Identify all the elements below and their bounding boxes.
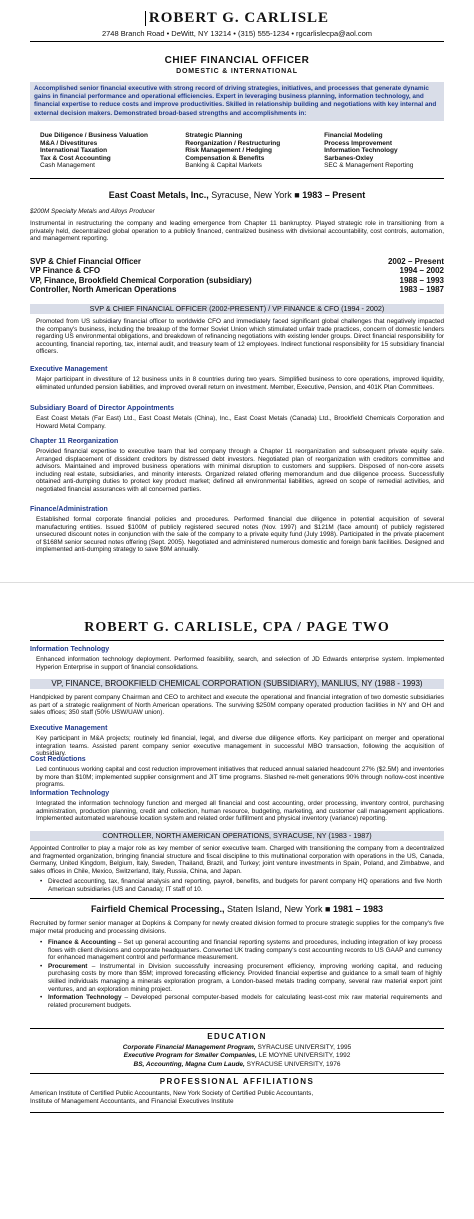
section-heading: Chapter 11 Reorganization [30, 438, 119, 445]
bullet-item [42, 939, 442, 962]
skills-column-2 [185, 132, 314, 170]
section-heading: Executive Management [30, 366, 108, 373]
role-dates: 2002 – Present [387, 257, 444, 266]
employer-dates: 1983 – Present [302, 190, 366, 200]
summary-box: Accomplished senior financial executive with strong record of driving strategies, initiatives, and processes that generate dynamic gains in financial performance and operational efficiencies. Expert in leveraging business planning, information technology, and financial expertise to reduce costs and improve productivities. Skilled in relationship building and negotiations with key internal and external decision makers. Demonstrated broad-based strengths and accomplishments in: [30, 82, 444, 121]
resume-page-two [0, 610, 474, 1219]
education-entry [0, 1052, 474, 1060]
role-dates: 1988 – 1993 [399, 275, 444, 285]
skill-item: Banking & Capital Markets [185, 162, 262, 170]
role-dates: 1994 – 2002 [399, 266, 444, 276]
section-text: Key participant in M&A projects; routinely led financial, legal, and diverse due diligence efforts. Key participant on merger and operational integration teams. Assisted parent company senior executive management in successful MBO transaction, following the acquisition of subsidiary. [36, 735, 444, 758]
role-row [30, 266, 444, 275]
skills-column-3 [324, 132, 440, 170]
page-two-header: ROBERT G. CARLISLE, CPA / PAGE TWO [84, 620, 390, 635]
skill-item: International Taxation [40, 147, 108, 155]
bullet-lead: Finance & Accounting [48, 939, 116, 946]
role-row [30, 285, 444, 294]
resume-page-one [0, 0, 474, 582]
section-heading: Information Technology [30, 790, 110, 797]
role-band-intro: Promoted from US subsidiary financial officer to worldwide CFO and immediately faced significant global challenges that negatively impacted the company's business, including the breakup of the former Soviet Union which stimulated unfair trade practices, concern of domestic lenders regarding US environmental obligations, and breakdown of refinancing negotiations with existing lender groups. Direct financial responsibility for accounting, financial reporting, tax, internal audit, and treasury team of 12 employees. Indirect functional responsibility for 15 subsidiary financial officers. [36, 318, 444, 356]
section-rule [30, 898, 444, 899]
section-rule [30, 1073, 444, 1074]
employer-name: East Coast Metals, Inc., [108, 190, 209, 200]
skill-item: Risk Management / Hedging [185, 147, 272, 155]
role-band-heading: VP, FINANCE, BROOKFIELD CHEMICAL CORPORATION (SUBSIDIARY), MANLIUS, NY (1988 - 1993) [30, 679, 444, 689]
section-heading: Cost Reductions [30, 756, 86, 763]
section-text: Led continuous working capital and cost reduction improvement initiatives that reduced annual salaried headcount 27% ($2.5M) and inventories by more than $10M; implemented supplier consignment and JIT time programs. Slashed re-melt generations 90% through no/low-cost incentive programs. [36, 766, 444, 789]
role-band-heading: CONTROLLER, NORTH AMERICAN OPERATIONS, SYRACUSE, NY (1983 - 1987) [30, 831, 444, 841]
skill-item: Strategic Planning [185, 132, 243, 139]
role-band-heading: SVP & CHIEF FINANCIAL OFFICER (2002-PRESENT) / VP FINANCE & CFO (1994 - 2002) [30, 304, 444, 314]
employer-intro: Recruited by former senior manager at Dopkins & Company for newly created division formed to procure strategic supplies for the company's five major metal producing and processing divisions. [30, 920, 444, 935]
skill-item: Process Improvement [324, 139, 392, 147]
employer-location: Staten Island, New York ■ [224, 904, 333, 914]
education-list [0, 1044, 474, 1069]
candidate-name-header [0, 10, 474, 27]
section-heading: Subsidiary Board of Director Appointments [30, 405, 175, 412]
job-bullets [42, 939, 442, 1010]
bullet-lead: Procurement [48, 962, 88, 970]
skills-column-1 [40, 132, 175, 170]
employer-dates: 1981 – 1983 [332, 904, 384, 914]
section-heading: Finance/Administration [30, 506, 108, 513]
section-heading: Information Technology [30, 646, 110, 653]
section-rule [30, 178, 444, 179]
employer-line [0, 904, 474, 914]
degree: Executive Program for Smaller Companies, [123, 1052, 257, 1060]
section-text: Provided financial expertise to executive team that led company through a Chapter 11 reorganization and subsequent private equity sale. Arranged displacement of dissident creditors by distressed debt investors. Negotiated plan of reorganization with creditors committee and advisors. Maintained and improved business operations with minimal disruption to customers and suppliers. Disposed of non-core assets including real estate, subsidiaries, and minority interests. Organized related offering memorandum and due diligence process. Successfully obtained anti-dumping duties to protect key product market; defined all environmental liabilities, agreed on scope of remedial activities, and negotiated financial assurances with all concerned parties. [36, 448, 444, 493]
name-bar-decoration [145, 11, 146, 26]
skill-item: Tax & Cost Accounting [40, 154, 111, 162]
skill-item: Cash Management [40, 162, 95, 170]
candidate-name: ROBERT G. CARLISLE [148, 10, 330, 26]
bullet-text: – Set up general accounting and financial reporting systems and procedures, including integration of key process flows with client divisions and corporate headquarters. Converted UK trading company's cost accounting records to US GAAP and currency for enhanced management control and performance measurement. [48, 939, 442, 962]
affiliations-list [30, 1090, 444, 1106]
role-bullets [42, 878, 442, 894]
education-entry [0, 1044, 474, 1052]
role-band-intro: Handpicked by parent company Chairman and CEO to architect and execute the operational and financial integration of two domestic subsidiaries as part of a strategic realignment of North American operations. The surviving $250M company operated production facilities in NY and OH and sales offices; 350 staff (50% USW/UAW union). [30, 694, 444, 717]
role-row [30, 276, 444, 285]
affiliation-line: Institute of Management Accountants, and Financial Executives Institute [30, 1098, 234, 1106]
bullet-item [42, 963, 442, 993]
role-title: Controller, North American Operations [30, 285, 177, 295]
employer-intro: Instrumental in restructuring the company and leading emergence from Chapter 11 bankruptcy. Played strategic role in transitioning from a privately held, decentralized global operation to a publicly financed, centralized business with divisional accountability, cost controls, automation, and management reporting. [30, 220, 444, 243]
section-text: Integrated the information technology function and merged all financial and cost accounting, order processing, inventory control, purchasing administration, production planning, credit and collection, human resource, budgeting, marketing, and customer call management applications. Implemented automated warehouse location system and related order fulfillment and physical inventory (variance) reporting. [36, 800, 444, 823]
footer-rule [30, 1112, 444, 1113]
skill-item: M&A / Divestitures [40, 139, 98, 147]
bullet-text: – Developed personal computer-based models for calculating least-cost mix raw material requirements and related procurement budgets. [48, 994, 442, 1009]
skill-item: Due Diligence / Business Valuation [40, 132, 149, 139]
skills-grid [40, 132, 440, 170]
page-break [0, 582, 474, 612]
bullet-item [42, 994, 442, 1009]
section-text: Established formal corporate financial policies and procedures. Performed financial due diligence in potential acquisition of several manufacturing entities. Issued $100M of publicly registered secured notes (Nov. 1997) and $121M (face amount) of publicly registered unsecured discount notes in conjunction with the sale of the company to a private equity fund (July 1998). Participated in the private placement of $168M senior secured notes offering (Sept. 2005). Negotiated and administered numerous domestic and foreign bank facilities. Designed and implemented anti-dumping strategy to save $9M annually. [36, 516, 444, 554]
section-text: Enhanced information technology deployment. Performed feasibility, search, and selection of JD Edwards enterprise system. Implemented Hyperion Enterprise in support of financial consolidations. [36, 656, 444, 671]
school: SYRACUSE UNIVERSITY, 1976 [244, 1060, 341, 1068]
section-text: Major participant in divestiture of 12 business units in 8 countries during two years. Simplified business to core operations, improved liquidity, eliminated unfunded pension liabilities, and improved overall return on investment. Member, Executive, Pension, and 401K Plan Committees. [36, 376, 444, 391]
header-rule [30, 640, 444, 641]
employer-name: Fairfield Chemical Processing., [90, 904, 225, 914]
affiliation-line: American Institute of Certified Public Accountants, New York Society of Certified Public Accountants, [30, 1090, 314, 1097]
employer-tagline: $200M Specialty Metals and Alloys Producer [30, 208, 155, 215]
header-rule [30, 41, 444, 42]
skill-item: Information Technology [324, 147, 398, 155]
skill-item: Compensation & Benefits [185, 154, 265, 162]
skill-item: Sarbanes-Oxley [324, 154, 374, 162]
bullet-item: • Directed accounting, tax, financial analysis and reporting, payroll, benefits, and budgets for parent company HQ operations and five North American subsidiaries (US and Canada); IT staff of 10. [42, 878, 442, 893]
bullet-lead: Information Technology [48, 994, 122, 1002]
role-row [30, 257, 444, 266]
skill-item: Financial Modeling [324, 132, 383, 139]
role-title: VP, Finance, Brookfield Chemical Corporation (subsidiary) [30, 275, 252, 285]
section-text: East Coast Metals (Far East) Ltd., East Coast Metals (China), Inc., East Coast Metals (Canada) Ltd., Brookfield Chemicals Corporation and Howard Metal Company. [36, 415, 444, 430]
employer-line [0, 190, 474, 200]
education-entry [0, 1061, 474, 1069]
role-dates: 1983 – 1987 [399, 285, 444, 295]
roles-list [30, 257, 444, 295]
employer-location: Syracuse, New York ■ [208, 190, 303, 200]
affiliations-heading: PROFESSIONAL AFFILIATIONS [159, 1077, 315, 1086]
section-heading: Executive Management [30, 725, 108, 732]
skill-item: SEC & Management Reporting [324, 162, 414, 170]
bullet-text: – Instrumental in Division successfully increasing procurement efficiency, improving working capital, and reducing purchasing costs by more than $5M; improved forecasting efficiency. Provided financial expertise and guidance to a small team of highly skilled individuals managing a minerals exploration program, a London-based metals trading company, several raw material export joint ventures, and an exploration mining project. [48, 962, 442, 993]
degree: Corporate Financial Management Program, [122, 1044, 256, 1051]
target-title: CHIEF FINANCIAL OFFICER [164, 55, 310, 66]
education-heading: EDUCATION [207, 1032, 267, 1041]
target-subtitle: DOMESTIC & INTERNATIONAL [176, 68, 298, 75]
school: SYRACUSE UNIVERSITY, 1995 [255, 1044, 352, 1051]
contact-line: 2748 Branch Road • DeWitt, NY 13214 • (315) 555-1234 • rgcarlislecpa@aol.com [101, 29, 373, 38]
skill-item: Reorganization / Restructuring [185, 139, 281, 147]
degree: BS, Accounting, Magna Cum Laude, [133, 1060, 245, 1068]
role-band-intro: Appointed Controller to play a major role as key member of senior executive team. Charged with transitioning the company from a decentralized and fragmented organization, bringing financial structure and fiscal discipline to this multinational corporation with operations in the US, Canada, Germany, United Kingdom, Belgium, Italy, Sweden, Thailand, Brazil, and Turkey; joint venture investments in Spain, Poland, and Zimbabwe, and sales offices in Chile, Mexico, Switzerland, Italy, Russia, China, and Japan. [30, 845, 444, 875]
section-rule [30, 1028, 444, 1029]
role-title: SVP & Chief Financial Officer [30, 257, 141, 266]
school: LE MOYNE UNIVERSITY, 1992 [256, 1052, 351, 1060]
role-title: VP Finance & CFO [30, 266, 101, 276]
